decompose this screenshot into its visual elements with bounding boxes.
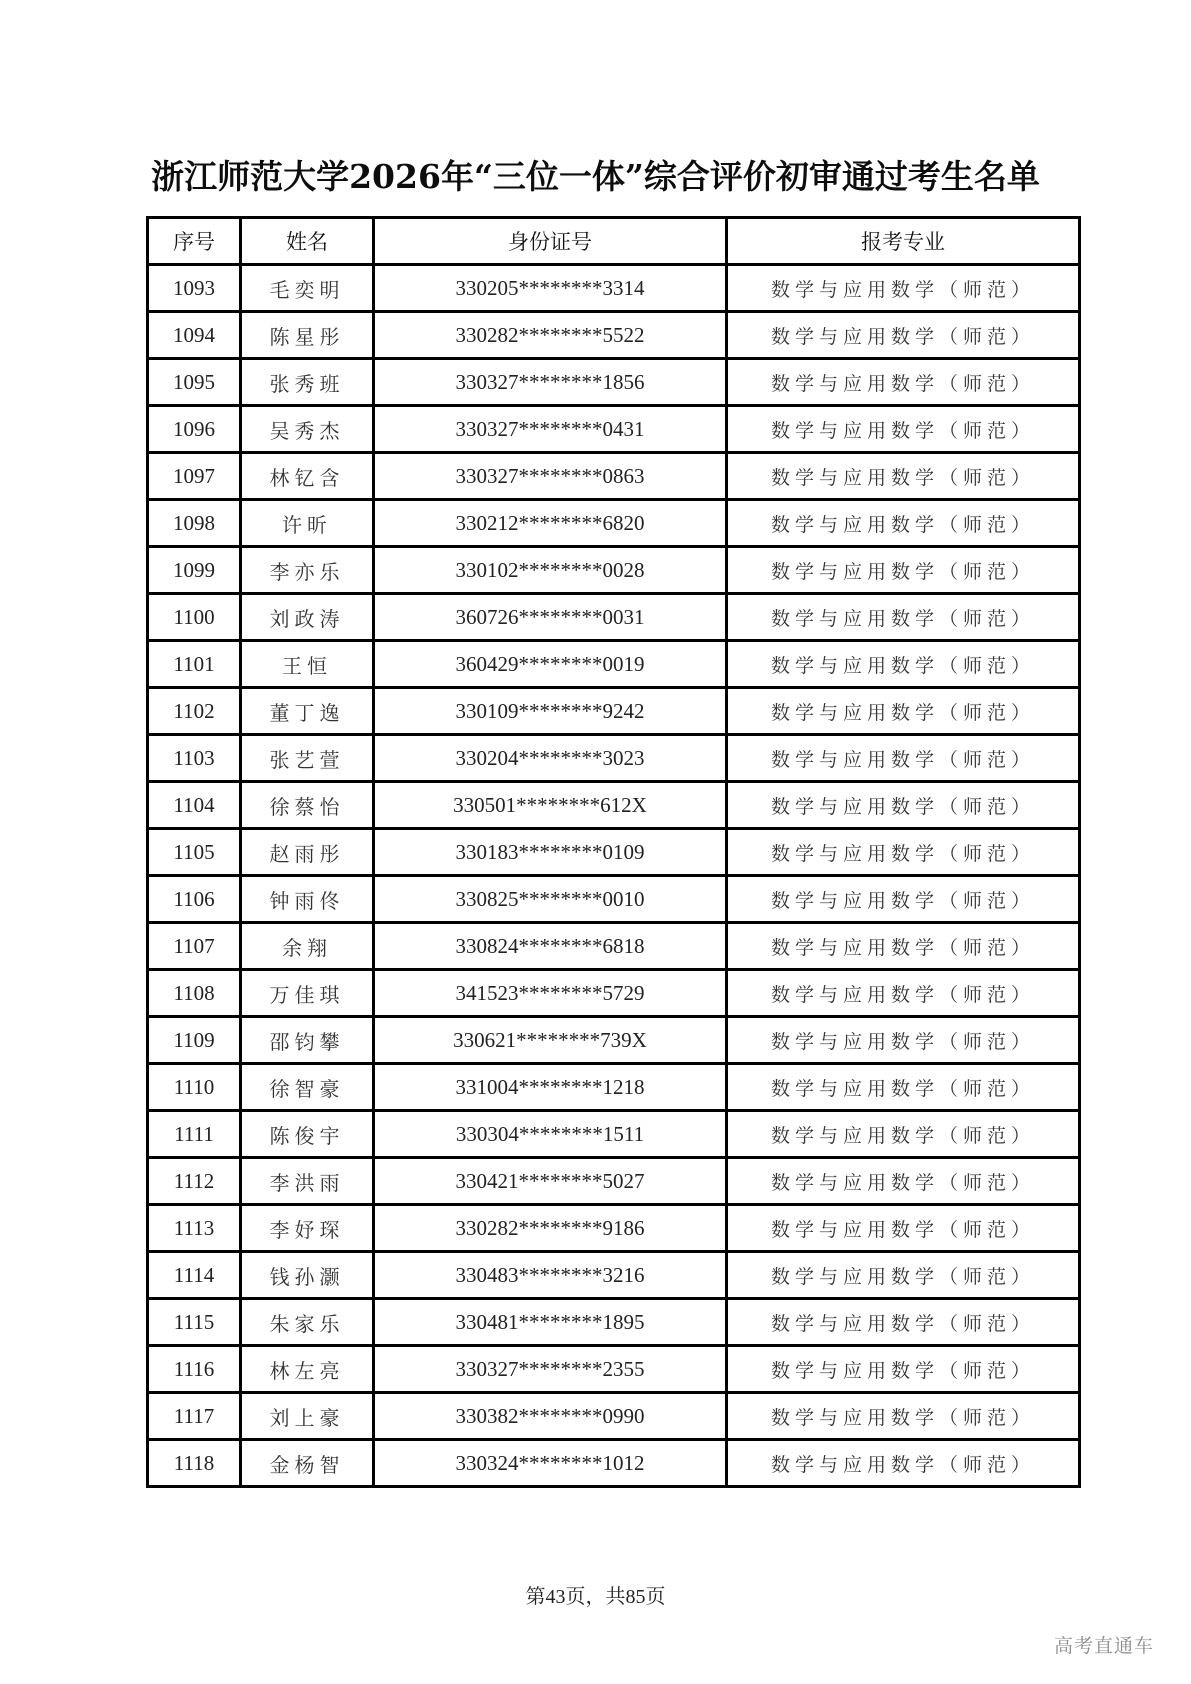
table-row: [148, 453, 1080, 500]
cell-name: 余翔: [241, 923, 374, 970]
cell-major: 数学与应用数学（师范）: [727, 970, 1080, 1017]
page-title: 浙江师范大学2026年“三位一体”综合评价初审通过考生名单: [151, 157, 1040, 196]
table-row: [148, 406, 1080, 453]
table-row: [148, 265, 1080, 312]
cell-seq: 1118: [148, 1440, 241, 1487]
cell-name: 钱孙灏: [241, 1252, 374, 1299]
cell-major: 数学与应用数学（师范）: [727, 782, 1080, 829]
cell-name: 刘政涛: [241, 594, 374, 641]
table-row: [148, 500, 1080, 547]
cell-seq: 1113: [148, 1205, 241, 1252]
cell-seq: 1111: [148, 1111, 241, 1158]
cell-name: 钟雨佟: [241, 876, 374, 923]
cell-id-number: 330382********0990: [374, 1393, 727, 1440]
cell-major: 数学与应用数学（师范）: [727, 923, 1080, 970]
cell-major: 数学与应用数学（师范）: [727, 1252, 1080, 1299]
cell-seq: 1095: [148, 359, 241, 406]
cell-seq: 1108: [148, 970, 241, 1017]
cell-name: 陈星彤: [241, 312, 374, 359]
cell-major: 数学与应用数学（师范）: [727, 735, 1080, 782]
table-row: [148, 359, 1080, 406]
cell-name: 张艺萱: [241, 735, 374, 782]
table-row: [148, 1064, 1080, 1111]
cell-seq: 1094: [148, 312, 241, 359]
cell-seq: 1114: [148, 1252, 241, 1299]
cell-name: 万佳琪: [241, 970, 374, 1017]
cell-seq: 1103: [148, 735, 241, 782]
cell-name: 徐智豪: [241, 1064, 374, 1111]
cell-major: 数学与应用数学（师范）: [727, 1064, 1080, 1111]
candidate-table: [146, 216, 1081, 1488]
cell-name: 张秀班: [241, 359, 374, 406]
cell-major: 数学与应用数学（师范）: [727, 1393, 1080, 1440]
table-row: [148, 547, 1080, 594]
cell-major: 数学与应用数学（师范）: [727, 406, 1080, 453]
table-row: [148, 735, 1080, 782]
cell-id-number: 330282********5522: [374, 312, 727, 359]
cell-major: 数学与应用数学（师范）: [727, 312, 1080, 359]
cell-id-number: 330327********2355: [374, 1346, 727, 1393]
header-id-number: 身份证号: [374, 218, 727, 265]
table-row: [148, 876, 1080, 923]
cell-id-number: 331004********1218: [374, 1064, 727, 1111]
table-header-row: [148, 218, 1080, 265]
cell-seq: 1110: [148, 1064, 241, 1111]
cell-name: 邵钧攀: [241, 1017, 374, 1064]
cell-major: 数学与应用数学（师范）: [727, 547, 1080, 594]
cell-major: 数学与应用数学（师范）: [727, 829, 1080, 876]
cell-major: 数学与应用数学（师范）: [727, 453, 1080, 500]
cell-id-number: 330183********0109: [374, 829, 727, 876]
table-row: [148, 1393, 1080, 1440]
cell-id-number: 330327********1856: [374, 359, 727, 406]
cell-seq: 1098: [148, 500, 241, 547]
cell-seq: 1104: [148, 782, 241, 829]
cell-id-number: 330282********9186: [374, 1205, 727, 1252]
cell-major: 数学与应用数学（师范）: [727, 594, 1080, 641]
table-row: [148, 1299, 1080, 1346]
header-name: 姓名: [241, 218, 374, 265]
cell-name: 李妤琛: [241, 1205, 374, 1252]
cell-name: 朱家乐: [241, 1299, 374, 1346]
cell-major: 数学与应用数学（师范）: [727, 1158, 1080, 1205]
cell-id-number: 330204********3023: [374, 735, 727, 782]
table-row: [148, 1440, 1080, 1487]
table-row: [148, 641, 1080, 688]
cell-seq: 1115: [148, 1299, 241, 1346]
cell-major: 数学与应用数学（师范）: [727, 1440, 1080, 1487]
table-row: [148, 594, 1080, 641]
cell-seq: 1106: [148, 876, 241, 923]
cell-name: 林钇含: [241, 453, 374, 500]
cell-id-number: 330327********0431: [374, 406, 727, 453]
cell-seq: 1097: [148, 453, 241, 500]
page-number: 第43页，共85页: [525, 1586, 666, 1608]
cell-id-number: 330501********612X: [374, 782, 727, 829]
cell-seq: 1116: [148, 1346, 241, 1393]
cell-name: 赵雨彤: [241, 829, 374, 876]
cell-seq: 1107: [148, 923, 241, 970]
table-row: [148, 1346, 1080, 1393]
cell-major: 数学与应用数学（师范）: [727, 1346, 1080, 1393]
watermark-label: 高考直通车: [1053, 1635, 1154, 1657]
cell-id-number: 330481********1895: [374, 1299, 727, 1346]
cell-seq: 1109: [148, 1017, 241, 1064]
cell-major: 数学与应用数学（师范）: [727, 1299, 1080, 1346]
cell-id-number: 341523********5729: [374, 970, 727, 1017]
cell-major: 数学与应用数学（师范）: [727, 1017, 1080, 1064]
cell-seq: 1100: [148, 594, 241, 641]
table-row: [148, 923, 1080, 970]
cell-id-number: 330205********3314: [374, 265, 727, 312]
cell-id-number: 330212********6820: [374, 500, 727, 547]
cell-major: 数学与应用数学（师范）: [727, 265, 1080, 312]
header-major: 报考专业: [727, 218, 1080, 265]
cell-id-number: 360429********0019: [374, 641, 727, 688]
cell-major: 数学与应用数学（师范）: [727, 688, 1080, 735]
cell-name: 董丁逸: [241, 688, 374, 735]
cell-id-number: 330102********0028: [374, 547, 727, 594]
cell-name: 李洪雨: [241, 1158, 374, 1205]
table-row: [148, 970, 1080, 1017]
cell-major: 数学与应用数学（师范）: [727, 1111, 1080, 1158]
cell-id-number: 330483********3216: [374, 1252, 727, 1299]
table-row: [148, 1158, 1080, 1205]
table-row: [148, 312, 1080, 359]
cell-id-number: 330304********1511: [374, 1111, 727, 1158]
cell-seq: 1101: [148, 641, 241, 688]
cell-seq: 1112: [148, 1158, 241, 1205]
cell-seq: 1093: [148, 265, 241, 312]
table-row: [148, 688, 1080, 735]
cell-seq: 1117: [148, 1393, 241, 1440]
cell-name: 毛奕明: [241, 265, 374, 312]
cell-id-number: 360726********0031: [374, 594, 727, 641]
cell-seq: 1102: [148, 688, 241, 735]
cell-id-number: 330825********0010: [374, 876, 727, 923]
cell-seq: 1099: [148, 547, 241, 594]
table-row: [148, 782, 1080, 829]
cell-name: 吴秀杰: [241, 406, 374, 453]
cell-major: 数学与应用数学（师范）: [727, 1205, 1080, 1252]
cell-id-number: 330324********1012: [374, 1440, 727, 1487]
cell-major: 数学与应用数学（师范）: [727, 359, 1080, 406]
table-body: [148, 265, 1080, 1487]
cell-major: 数学与应用数学（师范）: [727, 641, 1080, 688]
cell-id-number: 330824********6818: [374, 923, 727, 970]
cell-name: 金杨智: [241, 1440, 374, 1487]
table-row: [148, 1252, 1080, 1299]
cell-name: 陈俊宇: [241, 1111, 374, 1158]
header-seq: 序号: [148, 218, 241, 265]
cell-name: 刘上豪: [241, 1393, 374, 1440]
cell-major: 数学与应用数学（师范）: [727, 500, 1080, 547]
cell-seq: 1105: [148, 829, 241, 876]
table-row: [148, 1017, 1080, 1064]
table-row: [148, 1205, 1080, 1252]
cell-name: 林左亮: [241, 1346, 374, 1393]
cell-name: 徐蔡怡: [241, 782, 374, 829]
cell-major: 数学与应用数学（师范）: [727, 876, 1080, 923]
cell-id-number: 330109********9242: [374, 688, 727, 735]
cell-id-number: 330621********739X: [374, 1017, 727, 1064]
cell-id-number: 330327********0863: [374, 453, 727, 500]
cell-id-number: 330421********5027: [374, 1158, 727, 1205]
table-row: [148, 1111, 1080, 1158]
cell-name: 王恒: [241, 641, 374, 688]
cell-name: 李亦乐: [241, 547, 374, 594]
table-row: [148, 829, 1080, 876]
cell-name: 许昕: [241, 500, 374, 547]
cell-seq: 1096: [148, 406, 241, 453]
